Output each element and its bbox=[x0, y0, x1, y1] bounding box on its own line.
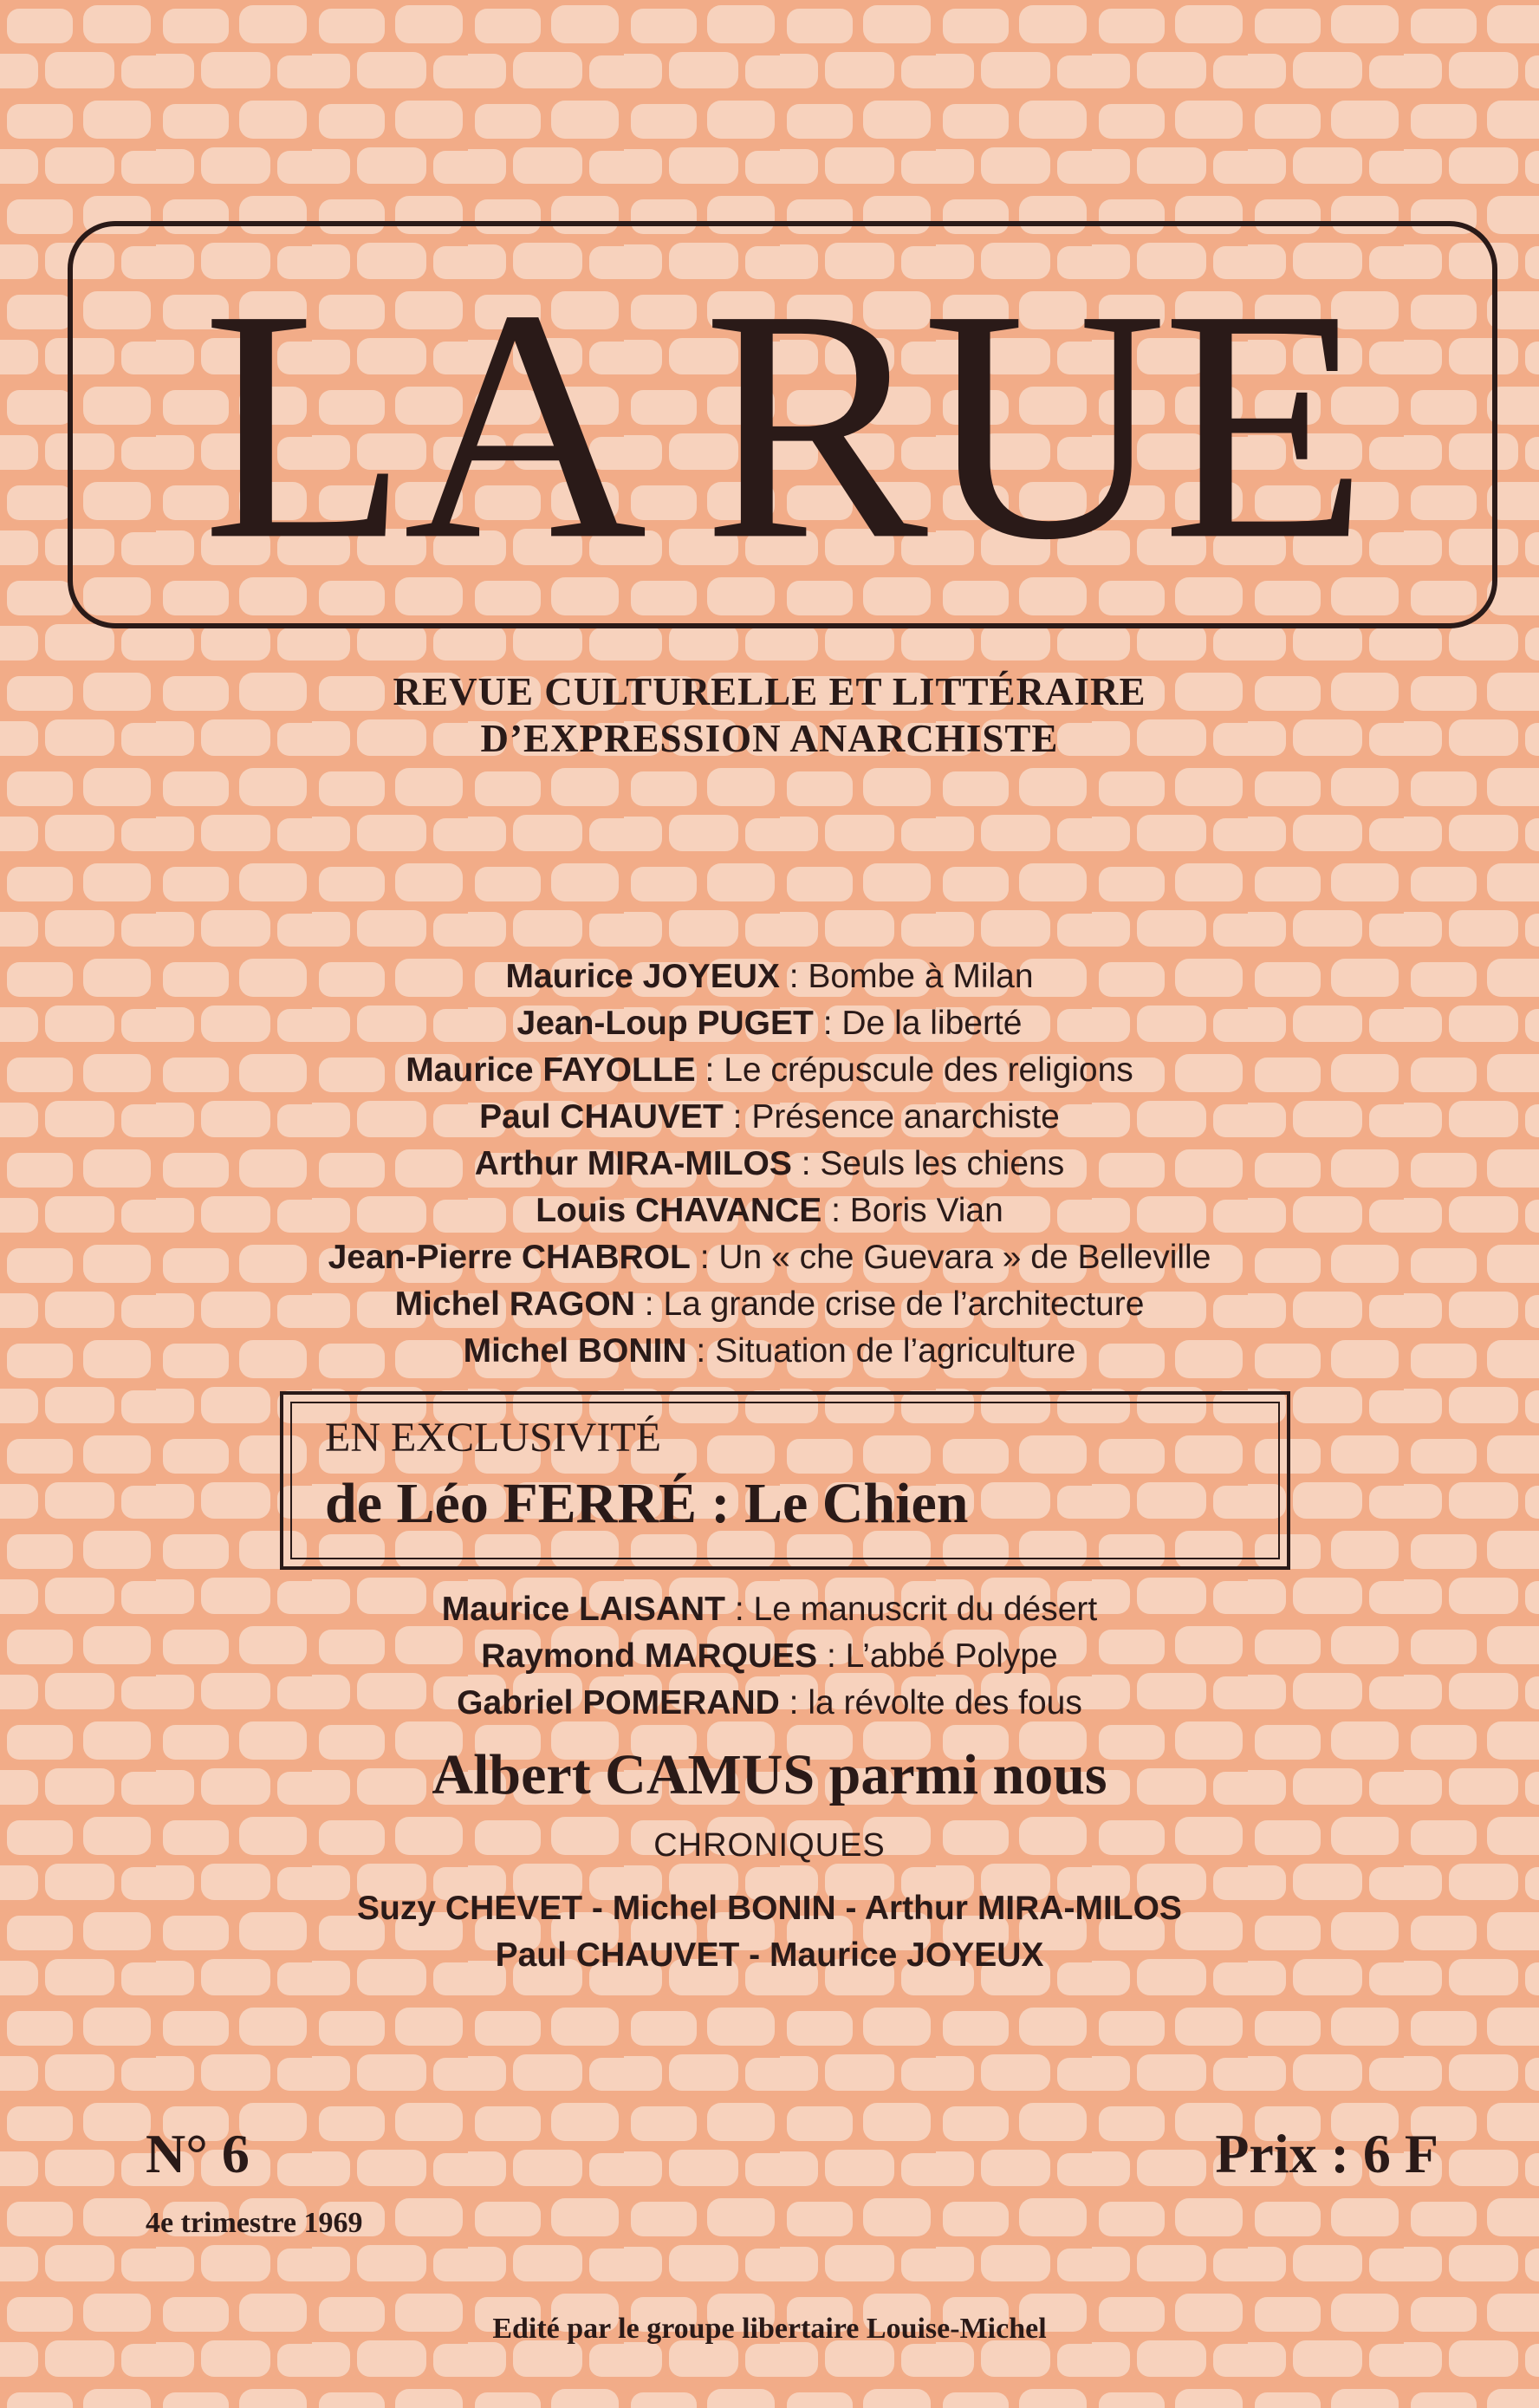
toc-entry: Michel BONIN : Situation de l’agriculture bbox=[463, 1332, 1076, 1370]
subtitle-line-2: D’EXPRESSION ANARCHISTE bbox=[480, 717, 1059, 760]
exclusive-title: de Léo FERRÉ : Le Chien bbox=[325, 1472, 969, 1535]
publisher-line: Edité par le groupe libertaire Louise-Michel bbox=[492, 2313, 1047, 2345]
toc-entry: Maurice LAISANT : Le manuscrit du désert bbox=[441, 1591, 1098, 1628]
chroniques-line-2: Paul CHAUVET - Maurice JOYEUX bbox=[495, 1936, 1044, 1974]
chroniques-line-1: Suzy CHEVET - Michel BONIN - Arthur MIRA-MILOS bbox=[357, 1890, 1182, 1927]
masthead-frame bbox=[68, 221, 1497, 628]
toc-entry: Jean-Loup PUGET : De la liberté bbox=[516, 1005, 1023, 1042]
toc-entry: Raymond MARQUES : L’abbé Polype bbox=[481, 1637, 1058, 1675]
subtitle-line-1: REVUE CULTURELLE ET LITTÉRAIRE bbox=[393, 670, 1146, 713]
toc-entry: Maurice JOYEUX : Bombe à Milan bbox=[505, 958, 1034, 995]
toc-entry: Louis CHAVANCE : Boris Vian bbox=[536, 1192, 1003, 1229]
toc-entry: Maurice FAYOLLE : Le crépuscule des religions bbox=[406, 1051, 1133, 1089]
toc-entry: Gabriel POMERAND : la révolte des fous bbox=[457, 1684, 1082, 1721]
exclusive-frame bbox=[280, 1391, 1290, 1570]
exclusive-kicker: EN EXCLUSIVITÉ bbox=[325, 1415, 661, 1461]
issue-number: N° 6 bbox=[146, 2123, 250, 2184]
toc-entry: Arthur MIRA-MILOS : Seuls les chiens bbox=[474, 1145, 1065, 1182]
toc-entry: Paul CHAUVET : Présence anarchiste bbox=[479, 1098, 1060, 1136]
issue-date: 4e trimestre 1969 bbox=[146, 2207, 363, 2239]
feature-headline: Albert CAMUS parmi nous bbox=[432, 1743, 1107, 1806]
chroniques-label: CHRONIQUES bbox=[653, 1827, 886, 1864]
issue-price: Prix : 6 F bbox=[1215, 2123, 1438, 2184]
table-of-contents bbox=[0, 953, 1539, 1375]
toc-entry: Jean-Pierre CHABROL : Un « che Guevara » de Belleville bbox=[328, 1239, 1211, 1276]
masthead-title: LA RUE bbox=[202, 241, 1363, 609]
table-of-contents-2 bbox=[0, 1586, 1539, 1727]
toc-entry: Michel RAGON : La grande crise de l’architecture bbox=[394, 1285, 1145, 1323]
